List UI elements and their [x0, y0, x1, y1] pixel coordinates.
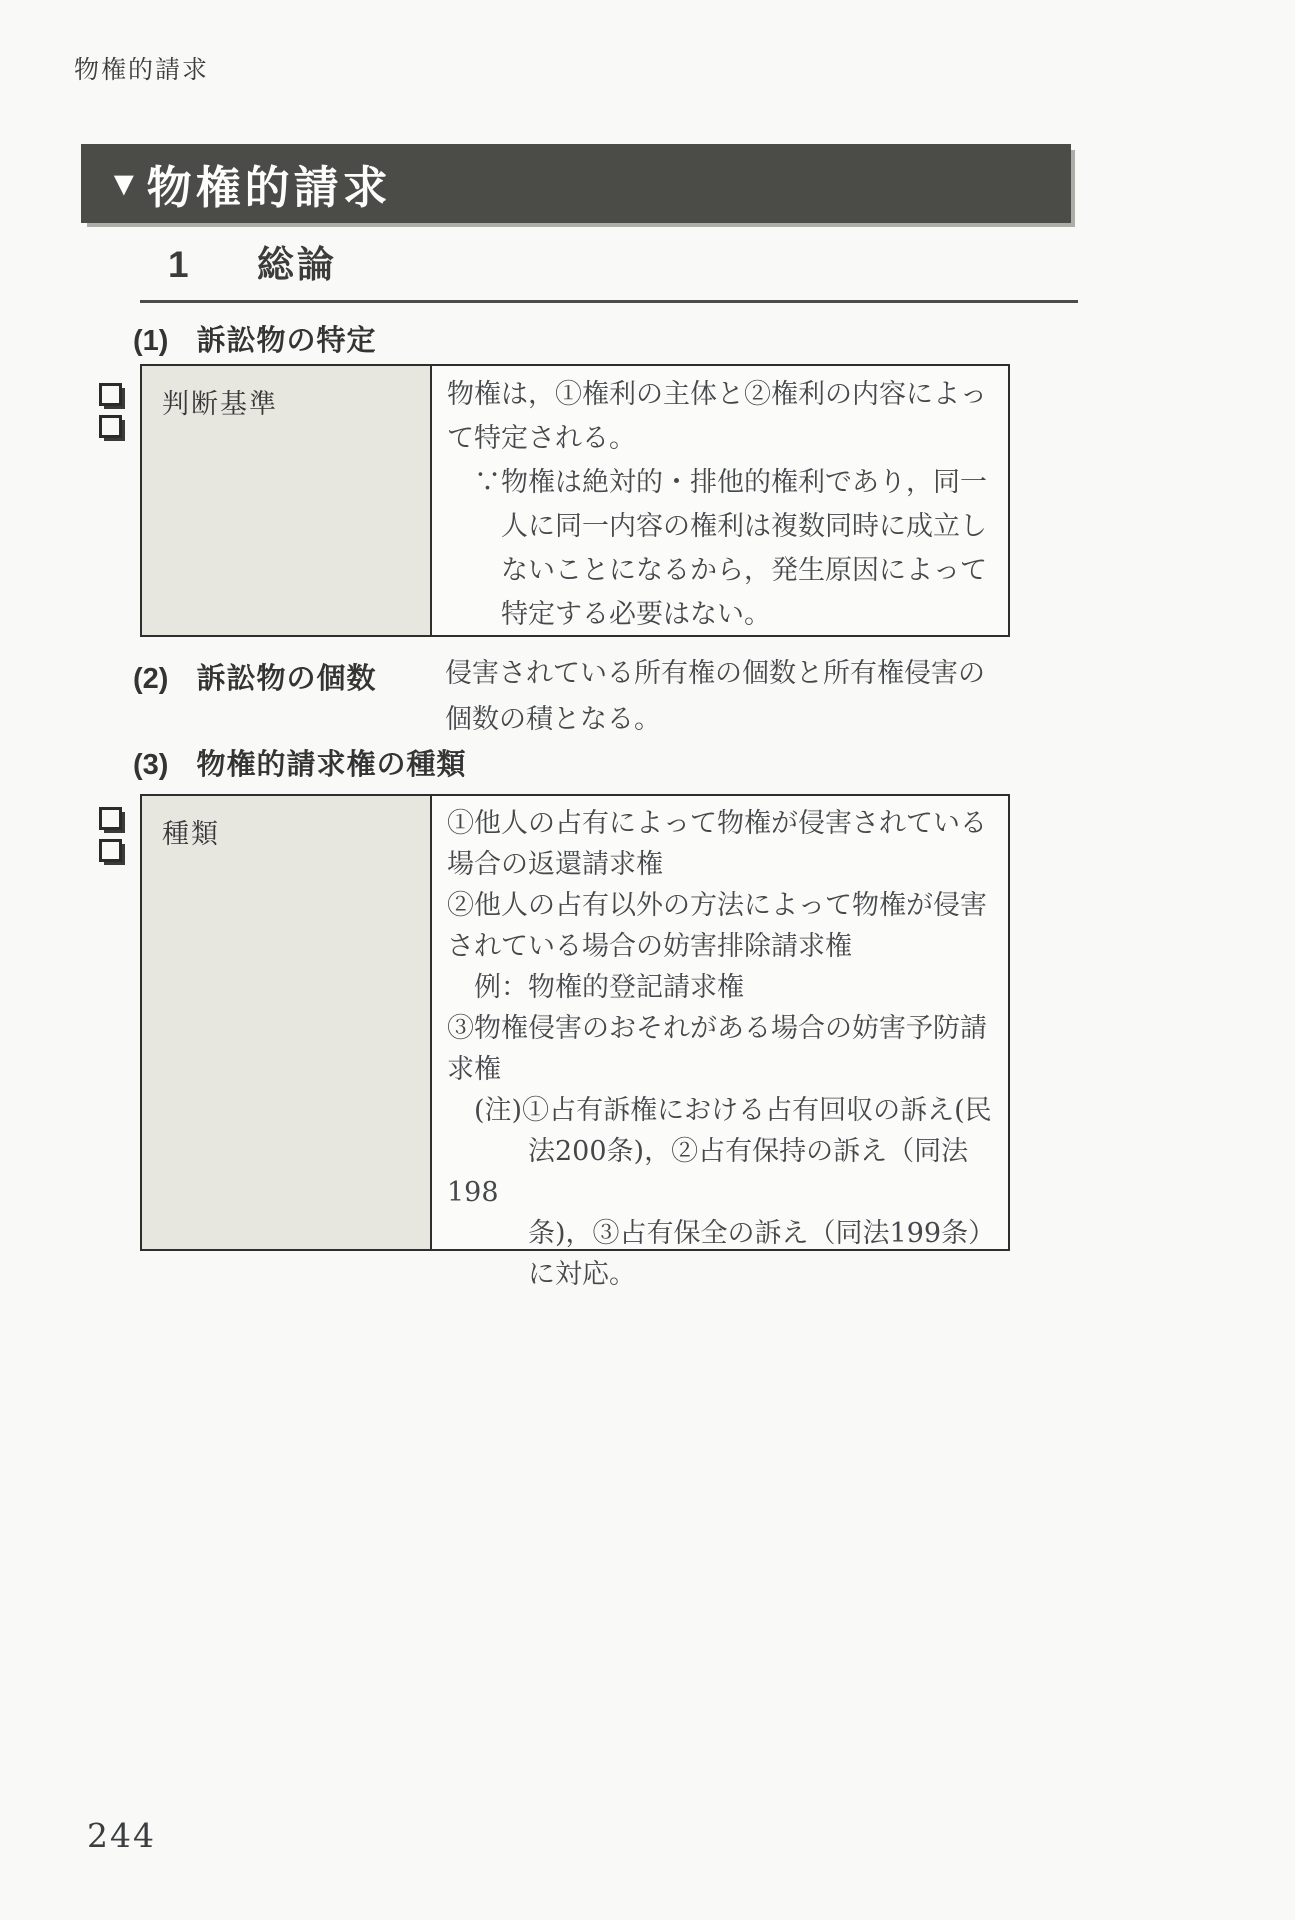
subsection-2-label: (2) — [133, 663, 169, 695]
table-text-line: (注)①占有訴権における占有回収の訴え(民 — [447, 1095, 992, 1126]
table-text-line: 場合の返還請求権 — [447, 849, 663, 880]
margin-checkbox-pair-1 — [99, 383, 122, 438]
table-body-cell — [432, 796, 1008, 1290]
table-text-line: ①他人の占有によって物権が侵害されている — [447, 808, 987, 839]
checkbox-icon — [99, 807, 122, 830]
table-body-cell — [432, 366, 1008, 635]
table-text-line: されている場合の妨害排除請求権 — [447, 931, 852, 962]
subsection-1-label: (1) — [133, 325, 169, 357]
table-judgment-criteria — [140, 364, 1010, 637]
table-text-line: 求権 — [447, 1054, 501, 1085]
table-claim-types — [140, 794, 1010, 1290]
subsection-2-body — [445, 651, 1035, 743]
page-number: 244 — [87, 1816, 156, 1855]
checkbox-icon — [99, 415, 122, 438]
running-head: 物権的請求 — [74, 56, 210, 84]
table-text-line: 特定する必要はない。 — [447, 599, 771, 630]
table-text-line: 条)，③占有保全の訴え（同法199条） — [447, 1218, 996, 1249]
checkbox-icon — [99, 839, 122, 862]
section-number: 1 — [168, 244, 189, 285]
table-text-line: ないことになるから，発生原因によって — [447, 555, 987, 586]
table-text-line: ③物権侵害のおそれがある場合の妨害予防請 — [447, 1013, 987, 1044]
subsection-3-heading — [133, 742, 466, 783]
body-text-line: 侵害されている所有権の個数と所有権侵害の — [445, 658, 985, 689]
table-text-line: ∵物権は絶対的・排他的権利であり，同一 — [447, 467, 987, 498]
chapter-title: 物権的請求 — [146, 162, 392, 213]
subsection-1-title: 訴訟物の特定 — [196, 325, 377, 357]
section-title: 総論 — [256, 244, 337, 285]
table-text-line: 人に同一内容の権利は複数同時に成立し — [447, 511, 987, 542]
table-text-line: 法200条)，②占有保持の訴え（同法198 — [447, 1136, 969, 1208]
subsection-2-title: 訴訟物の個数 — [196, 663, 377, 695]
section-heading — [140, 234, 1078, 303]
checkbox-icon — [99, 383, 122, 406]
table-text-line: て特定される。 — [447, 423, 636, 454]
table-text-line: に対応。 — [447, 1259, 636, 1290]
chapter-banner — [81, 144, 1071, 223]
table-text-line: ②他人の占有以外の方法によって物権が侵害 — [447, 890, 987, 921]
body-text-line: 個数の積となる。 — [445, 704, 661, 735]
table-header-cell: 種類 — [142, 796, 432, 1249]
subsection-3-title: 物権的請求権の種類 — [196, 749, 467, 781]
triangle-down-icon: ▼ — [107, 164, 141, 203]
table-text-line: 物権は，①権利の主体と②権利の内容によっ — [447, 379, 987, 410]
subsection-2-heading — [133, 656, 376, 697]
subsection-1-heading — [133, 318, 376, 359]
table-text-line: 例：物権的登記請求権 — [447, 972, 744, 1003]
table-header-cell: 判断基準 — [142, 366, 432, 635]
subsection-3-label: (3) — [133, 749, 169, 781]
margin-checkbox-pair-2 — [99, 807, 122, 862]
